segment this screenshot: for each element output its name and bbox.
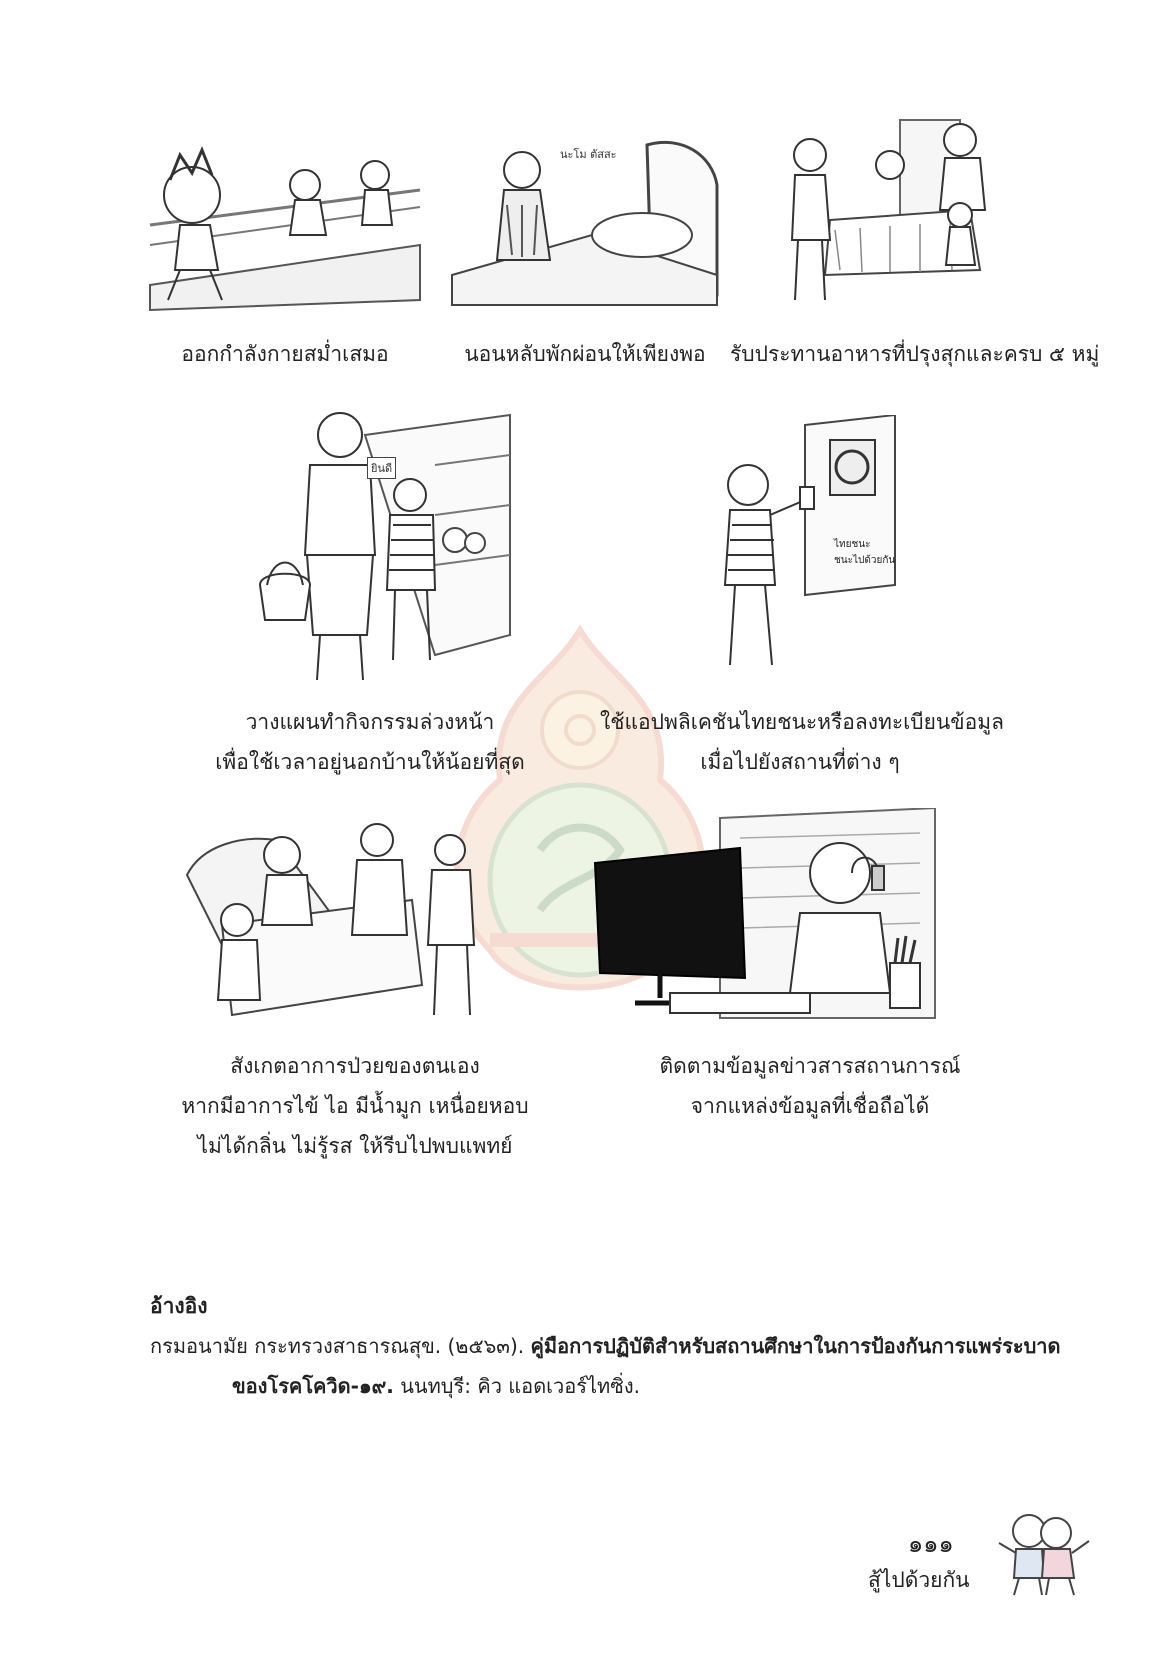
poster-text-line1: ไทยชนะ [834, 539, 871, 550]
footer-slogan: สู้ไปด้วยกัน [868, 1568, 970, 1592]
family-meal-illustration [770, 100, 1025, 315]
news-caption: ติดตามข้อมูลข่าวสารสถานการณ์ จากแหล่งข้อมูลที่เชื่อถือได้ [659, 1054, 961, 1118]
reference-author: กรมอนามัย กระทรวงสาธารณสุข. (๒๕๖๓). [150, 1334, 531, 1358]
checkin-app-illustration [710, 415, 900, 680]
reference-book-title-cont: ของโรคโควิด-๑๙. [232, 1374, 394, 1398]
app-caption: ใช้แอปพลิเคชันไทยชนะหรือลงทะเบียนข้อมูล เมื่อไปยังสถานที่ต่าง ๆ [600, 710, 1004, 774]
reference-book-title: คู่มือการปฏิบัติสำหรับสถานศึกษาในการป้องกันการแพร่ระบาด [530, 1334, 1061, 1358]
exercise-illustration [140, 95, 430, 320]
sleep-illustration [442, 125, 732, 315]
exercise-caption: ออกกำลังกายสม่ำเสมอ [181, 342, 389, 366]
sleep-caption: นอนหลับพักผ่อนให้เพียงพอ [464, 342, 706, 366]
symptoms-caption: สังเกตอาการป่วยของตนเอง หากมีอาการไข้ ไอ มีน้ำมูก เหนื่อยหอบ ไม่ได้กลิ่น ไม่รู้รส ให้รีบไปพบแพทย์ [181, 1054, 529, 1158]
shop-sign: ยินดี [367, 457, 396, 479]
plan-caption: วางแผนทำกิจกรรมล่วงหน้า เพื่อใช้เวลาอยู่นอกบ้านให้น้อยที่สุด [215, 710, 525, 774]
page-number: ๑๑๑ [908, 1530, 954, 1558]
shopping-illustration [255, 405, 520, 695]
reference-publisher: นนทบุรี: คิว แอดเวอร์ไทซิ่ง. [393, 1374, 640, 1398]
reference-line-2 [232, 1370, 640, 1402]
food-caption: รับประทานอาหารที่ปรุงสุกและครบ ๕ หมู่ [730, 342, 1100, 366]
sleep-speech-bubble: นะโม ตัสสะ [560, 148, 617, 161]
kids-mascot-icon [994, 1503, 1094, 1599]
reference-line-1 [150, 1330, 1061, 1362]
poster-text-line2: ชนะไปด้วยกัน [834, 555, 896, 566]
computer-news-illustration [590, 808, 940, 1028]
reference-title: อ้างอิง [150, 1294, 208, 1318]
doctor-visit-illustration [182, 815, 487, 1020]
